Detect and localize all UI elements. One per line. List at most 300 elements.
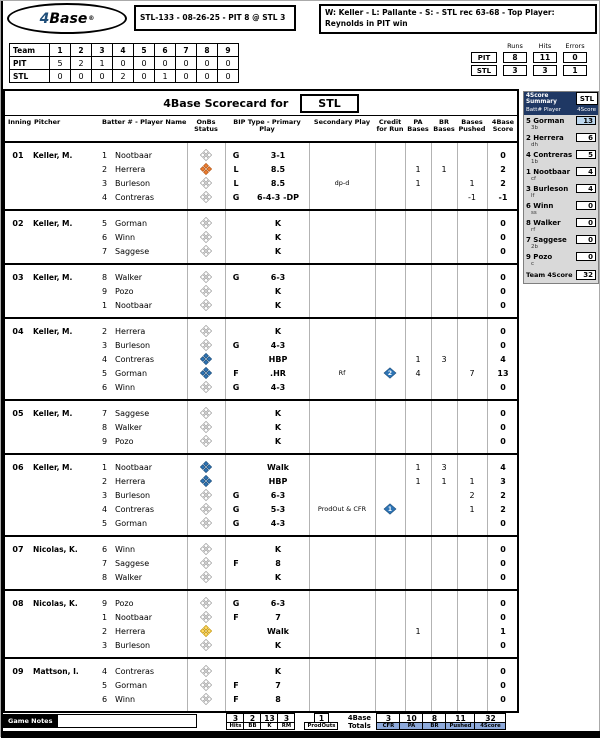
summary-player-score: 4 [576,167,596,176]
fourbase-score: 0 [500,544,506,554]
batter-name: 5 Gorman [102,680,148,690]
onbs-status-cell [187,517,225,529]
summary-player-score: 0 [576,201,596,210]
batter-number: 5 [102,680,108,690]
summary-player-score: 4 [576,184,596,193]
onbase-diamond-icon [200,693,212,705]
batter-number: 7 [102,246,108,256]
batter-number: 2 [102,326,108,336]
batter-number: 3 [102,178,108,188]
inning-number: 09 [12,666,24,676]
scorecard-row [5,692,517,706]
fourbase-score: 0 [500,680,506,690]
summary-player-row [524,183,598,200]
primary-play: K [274,666,282,676]
primary-play: 8 [275,694,281,704]
onbs-status-cell [187,149,225,161]
stat-label: K [260,722,278,730]
inning-block [5,399,517,453]
summary-player-position: ss [531,210,537,216]
primary-play: 6-3 [270,598,286,608]
linescore-inning-header: 5 [134,44,155,57]
onbase-diamond-icon [200,339,212,351]
inning-block [5,143,517,209]
fourbase-score: 0 [500,150,506,160]
batter-name: 5 Gorman [102,518,148,528]
summary-player-name: 8 Walker [526,218,561,227]
batter-name: 3 Burleson [102,340,151,350]
col-batter: Batter # - Player Name [102,118,187,126]
scorecard-team-box: STL [300,94,358,113]
credit-for-run-badge [383,503,397,515]
scorecard-row [5,664,517,678]
batter-name: 6 Winn [102,544,136,554]
scorecard-row [5,434,517,448]
linescore-score-cell: 5 [50,57,71,70]
batter-name: 1 Nootbaar [102,462,153,472]
scorecard-row [5,488,517,502]
scorecard-row [5,596,517,610]
summary-player-position: c [531,261,535,267]
summary-subheader [524,105,598,115]
batter-name: 6 Winn [102,232,136,242]
onbase-diamond-icon [200,421,212,433]
inning-block [5,535,517,589]
scorecard-row [5,244,517,258]
fourbase-score: 3 [500,476,506,486]
onbs-status-cell [187,325,225,337]
rhe-runs: 8 [503,52,527,63]
onbs-status-cell [187,503,225,515]
bip-type: G [232,518,240,528]
onbs-status-cell [187,407,225,419]
pa-bases: 1 [415,354,421,364]
fourbase-score: 13 [497,368,509,378]
primary-play: K [274,436,282,446]
onbase-diamond-icon [200,245,212,257]
onbase-diamond-icon [200,597,212,609]
inning-block [5,453,517,535]
col-credit-for-run: Credit for Run [376,118,404,134]
onbase-diamond-icon [200,163,212,175]
summary-title: 4Score Summary [526,92,557,105]
scorecard-row [5,148,517,162]
fourbase-score: 0 [500,340,506,350]
pa-bases: 1 [415,164,421,174]
primary-play: 6-3 [270,272,286,282]
batter-name: 4 Contreras [102,666,155,676]
onbs-status-cell [187,285,225,297]
primary-play: HBP [268,354,288,364]
bip-type: F [233,612,239,622]
stat-label: Hits [226,722,244,730]
bip-type: G [232,504,240,514]
inning-block [5,317,517,399]
batter-name: 2 Herrera [102,164,146,174]
game-notes-input[interactable] [57,714,197,728]
linescore-team-cell: PIT [10,57,50,70]
registered-mark: ® [88,15,95,22]
linescore-score-cell: 0 [218,57,239,70]
batter-name: 5 Gorman [102,218,148,228]
primary-play: K [274,572,282,582]
onbase-diamond-icon [200,285,212,297]
scorecard-body [5,143,517,711]
col-br-bases: BR Bases [433,118,455,134]
pa-bases: 1 [415,178,421,188]
onbase-diamond-icon [200,639,212,651]
inning-block [5,657,517,711]
primary-play: Walk [267,626,289,636]
rhe-team-label: PIT [471,52,497,63]
primary-play: 7 [275,680,281,690]
stat-column [474,713,506,730]
stat-column [399,713,423,730]
onbs-status-cell [187,421,225,433]
scorecard-row [5,502,517,516]
primary-play: 4-3 [270,382,286,392]
primary-play: Walk [267,462,289,472]
batter-number: 4 [102,666,108,676]
batter-number: 8 [102,272,108,282]
summary-player-score: 0 [576,235,596,244]
summary-player-row [524,251,598,268]
bip-type: G [232,382,240,392]
secondary-play: ProdOut & CFR [317,505,367,513]
onbs-status-cell [187,217,225,229]
batter-number: 6 [102,382,108,392]
batter-name: 9 Pozo [102,436,134,446]
scorecard-row [5,216,517,230]
secondary-play: Rf [338,369,346,377]
stat-label: RM [277,722,295,730]
onbs-status-cell [187,231,225,243]
pitcher-name: Keller, M. [33,326,73,336]
summary-player-position: 1b [531,159,538,165]
linescore-score-cell: 0 [134,57,155,70]
rhe-row [471,52,597,63]
linescore-inning-header: 6 [155,44,176,57]
bip-type: L [233,178,239,188]
prodouts-group [303,713,339,730]
summary-player-position: 3b [531,125,538,131]
totals-label: 4Base Totals [347,714,372,731]
stat-label: PA [399,722,423,730]
pitcher-name: Keller, M. [33,218,73,228]
onbase-diamond-icon [200,517,212,529]
onbs-status-cell [187,475,225,487]
summary-player-score: 0 [576,218,596,227]
onbase-diamond-icon [200,177,212,189]
onbase-diamond-icon [200,625,212,637]
linescore-score-cell: 2 [113,70,134,83]
fourbase-score: 1 [500,626,506,636]
fourbase-totals-group [377,713,506,730]
summary-player-row [524,217,598,234]
onbase-diamond-icon [200,217,212,229]
batter-number: 2 [102,626,108,636]
bases-pushed: 1 [469,178,475,188]
onbs-status-cell [187,367,225,379]
batter-name: 7 Saggese [102,246,150,256]
scorecard-row [5,298,517,312]
batter-name: 1 Nootbaar [102,612,153,622]
fourbase-score: 0 [500,694,506,704]
col-bip-primary: BIP Type - Primary Play [233,118,301,134]
batter-number: 3 [102,490,108,500]
batter-name: 4 Contreras [102,354,155,364]
fourbase-score: 2 [500,164,506,174]
col-secondary: Secondary Play [313,118,371,126]
linescore-score-cell: 0 [92,70,113,83]
stat-label: Pushed [445,722,475,730]
batter-name: 3 Burleson [102,490,151,500]
bip-type: F [233,368,239,378]
scorecard-row [5,542,517,556]
primary-play: K [274,326,282,336]
onbase-diamond-icon [200,325,212,337]
summary-player-score: 5 [576,150,596,159]
primary-play: K [274,218,282,228]
bases-pushed: 7 [469,368,475,378]
summary-player-name: 5 Gorman [526,116,565,125]
primary-play: 6-3 [270,490,286,500]
stat-column [422,713,446,730]
batter-number: 5 [102,368,108,378]
fourbase-score: 2 [500,504,506,514]
onbase-diamond-icon [200,543,212,555]
summary-player-row [524,115,598,132]
pa-bases: 1 [415,462,421,472]
linescore-score-cell: 2 [71,57,92,70]
rhe-hits: 11 [533,52,557,63]
summary-player-row [524,166,598,183]
onbase-diamond-icon [200,571,212,583]
scorecard-row [5,420,517,434]
batter-name: 4 Contreras [102,192,155,202]
onbs-status-cell [187,191,225,203]
batter-number: 5 [102,518,108,528]
onbs-status-cell [187,461,225,473]
primary-play: K [274,422,282,432]
primary-play: 7 [275,612,281,622]
onbase-diamond-icon [200,475,212,487]
scorecard-row [5,190,517,204]
primary-play: K [274,544,282,554]
batter-number: 4 [102,192,108,202]
linescore-score-cell: 1 [92,57,113,70]
batting-stats-group [227,713,295,730]
fourbase-score: 0 [500,382,506,392]
br-bases: 3 [441,354,447,364]
fourbase-score: 0 [500,272,506,282]
linescore-score-cell: 0 [155,57,176,70]
summary-player-row [524,200,598,217]
bases-pushed: -1 [468,192,476,202]
fourbase-score: 0 [500,572,506,582]
batter-number: 9 [102,286,108,296]
inning-number: 02 [12,218,24,228]
inning-number: 04 [12,326,24,336]
stat-column [277,713,295,730]
scorecard-row [5,284,517,298]
fourbase-score: 0 [500,232,506,242]
linescore-score-cell: 0 [218,70,239,83]
onbase-diamond-icon [200,149,212,161]
rhe-errors: 0 [563,52,587,63]
stat-value: 3 [277,713,295,723]
fourbase-score: 0 [500,666,506,676]
batter-name: 1 Nootbaar [102,300,153,310]
batter-name: 9 Pozo [102,286,134,296]
svg-text:2: 2 [387,370,393,378]
linescore-inning-header: 4 [113,44,134,57]
scorecard-row [5,230,517,244]
inning-block [5,263,517,317]
summary-team-box: STL [576,92,598,105]
fourbase-score: 0 [500,246,506,256]
linescore-inning-header: 1 [50,44,71,57]
linescore-table [9,43,239,83]
primary-play: 3-1 [270,150,286,160]
team-total-value: 32 [576,270,596,280]
batter-number: 7 [102,558,108,568]
batter-name: 2 Herrera [102,626,146,636]
primary-play: K [274,300,282,310]
primary-play: 8.5 [270,164,286,174]
credit-for-run-cell [375,503,405,515]
onbs-status-cell [187,271,225,283]
bip-type: G [232,490,240,500]
linescore-score-cell: 0 [113,57,134,70]
batter-number: 1 [102,300,108,310]
summary-player-row [524,149,598,166]
bases-pushed: 2 [469,490,475,500]
summary-player-name: 7 Saggese [526,235,567,244]
onbase-diamond-icon [200,191,212,203]
scorecard-title: 4Base Scorecard for [163,96,289,110]
pitcher-name: Nicolas, K. [33,544,78,554]
linescore-score-cell: 0 [176,70,197,83]
pitcher-name: Mattson, I. [33,666,79,676]
batter-name: 8 Walker [102,422,143,432]
batter-number: 9 [102,598,108,608]
fourbase-score: 4 [500,354,506,364]
batter-name: 2 Herrera [102,326,146,336]
pitcher-name: Nicolas, K. [33,598,78,608]
br-bases: 1 [441,164,447,174]
onbase-diamond-icon [200,489,212,501]
scorecard-row [5,406,517,420]
batter-name: 9 Pozo [102,598,134,608]
batter-number: 7 [102,408,108,418]
onbase-diamond-icon [200,407,212,419]
fourbase-score: 0 [500,326,506,336]
fourbase-score: 0 [500,558,506,568]
onbase-diamond-icon [200,611,212,623]
summary-player-score: 6 [576,133,596,142]
primary-play: K [274,640,282,650]
stat-column [376,713,400,730]
pitcher-name: Keller, M. [33,462,73,472]
inning-number: 03 [12,272,24,282]
batter-name: 6 Winn [102,694,136,704]
summary-col-score: 4Score [577,107,596,113]
onbase-diamond-icon [200,367,212,379]
bip-type: G [232,150,240,160]
stat-value: 3 [376,713,400,723]
scorecard-row [5,270,517,284]
logo-text-rest: Base [49,10,88,27]
scorecard-row [5,338,517,352]
pa-bases: 4 [415,368,421,378]
primary-play: K [274,246,282,256]
stat-label: BR [422,722,446,730]
linescore-score-cell: 0 [197,70,218,83]
onbs-status-cell [187,625,225,637]
fourbase-score: 0 [500,612,506,622]
batter-name: 7 Saggese [102,558,150,568]
summary-player-name: 2 Herrera [526,133,564,142]
stat-value: 11 [445,713,475,723]
logo-text: 4 [39,10,50,27]
primary-play: 4-3 [270,340,286,350]
onbs-status-cell [187,245,225,257]
scorecard-card [3,89,519,713]
primary-play: 4-3 [270,518,286,528]
summary-player-score: 13 [576,116,596,125]
linescore-score-cell: 0 [134,70,155,83]
linescore-score-cell: 0 [71,70,92,83]
batter-number: 4 [102,354,108,364]
stat-value: 3 [226,713,244,723]
batter-name: 7 Saggese [102,408,150,418]
stat-column [445,713,475,730]
col-onbs-status: OnBs Status [194,118,218,134]
scorecard-row [5,624,517,638]
col-inning: Inning [8,118,32,126]
rhe-hits: 3 [533,65,557,76]
linescore-score-cell: 1 [155,70,176,83]
col-pitcher: Pitcher [34,118,61,126]
scorecard-row [5,678,517,692]
batter-number: 8 [102,572,108,582]
column-header-row [5,115,517,143]
batter-number: 1 [102,462,108,472]
batter-number: 6 [102,232,108,242]
bip-type: G [232,192,240,202]
batter-name: 3 Burleson [102,178,151,188]
rhe-header: Hits [538,42,552,50]
onbs-status-cell [187,597,225,609]
fourbase-score: 0 [500,286,506,296]
fourbase-score: 0 [500,598,506,608]
primary-play: K [274,232,282,242]
batter-number: 3 [102,340,108,350]
fourbase-score: 0 [500,422,506,432]
summary-player-name: 1 Nootbaar [526,167,571,176]
bip-type: F [233,680,239,690]
inning-block [5,209,517,263]
credit-for-run-badge [383,367,397,379]
batter-number: 9 [102,436,108,446]
summary-player-name: 3 Burleson [526,184,569,193]
pitcher-name: Keller, M. [33,408,73,418]
pa-bases: 1 [415,626,421,636]
scorecard-row [5,162,517,176]
scorecard-row [5,516,517,530]
primary-play: K [274,286,282,296]
